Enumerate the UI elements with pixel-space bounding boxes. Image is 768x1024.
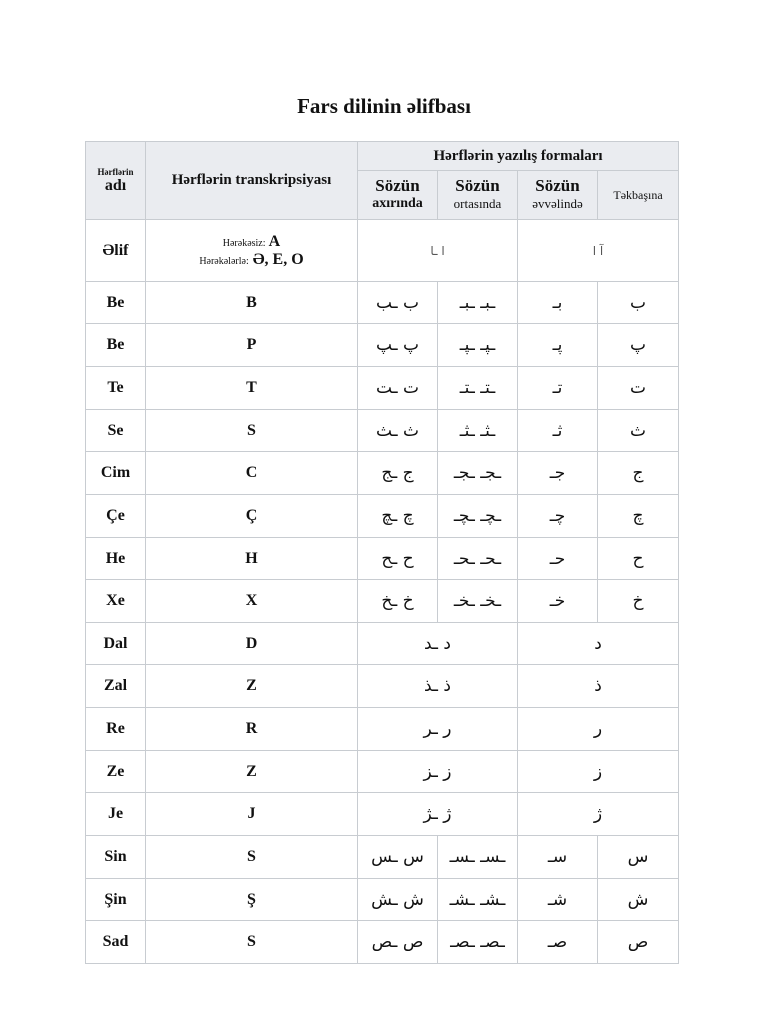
transcription-value: X	[146, 580, 358, 623]
transcription-value: C	[146, 452, 358, 495]
connected-forms: ا ـا	[358, 220, 518, 282]
form-alone: ص	[598, 921, 679, 964]
form-middle: ـچـ ـچـ	[438, 495, 518, 538]
table-row	[86, 708, 679, 751]
table-row	[86, 282, 679, 324]
form-end: چ ـچ	[358, 495, 438, 538]
header-transcription: Hərflərin transkripsiyası	[146, 142, 358, 220]
form-alone: س	[598, 836, 679, 879]
transcription-label: Hərəkəsiz:	[222, 237, 266, 249]
transcription-value: Ş	[146, 879, 358, 921]
form-alone: ح	[598, 538, 679, 580]
table-row	[86, 623, 679, 665]
form-middle: ـخـ ـخـ	[438, 580, 518, 623]
header-end-line1: Sözün	[375, 176, 420, 195]
letter-name: Əlif	[86, 220, 146, 282]
connected-forms: ز ـز	[358, 751, 518, 793]
separate-forms: د	[518, 623, 679, 665]
form-beginning: تـ	[518, 367, 598, 410]
transcription-value: S	[146, 921, 358, 964]
table-row	[86, 324, 679, 367]
transcription-value: H	[146, 538, 358, 580]
letter-name: Re	[86, 708, 146, 751]
header-letter-name	[86, 142, 146, 220]
transcription-value: J	[146, 793, 358, 836]
table-row	[86, 410, 679, 452]
transcription-value: Z	[146, 665, 358, 708]
form-beginning: چـ	[518, 495, 598, 538]
transcription-value: D	[146, 623, 358, 665]
form-end: ت ـت	[358, 367, 438, 410]
form-alone: چ	[598, 495, 679, 538]
form-beginning: صـ	[518, 921, 598, 964]
form-middle: ـشـ ـشـ	[438, 879, 518, 921]
form-end: س ـس	[358, 836, 438, 879]
transcription-value: A	[268, 232, 281, 250]
table-row	[86, 452, 679, 495]
form-middle: ـسـ ـسـ	[438, 836, 518, 879]
form-end: ص ـص	[358, 921, 438, 964]
form-middle: ـصـ ـصـ	[438, 921, 518, 964]
form-alone: ب	[598, 282, 679, 324]
table-row	[86, 367, 679, 410]
form-beginning: شـ	[518, 879, 598, 921]
form-beginning: حـ	[518, 538, 598, 580]
transcription-value: B	[146, 282, 358, 324]
table-row	[86, 220, 679, 282]
form-end: ش ـش	[358, 879, 438, 921]
form-beginning: بـ	[518, 282, 598, 324]
form-middle: ـپـ ـپـ	[438, 324, 518, 367]
header-beginning-line2: əvvəlində	[532, 196, 583, 211]
form-middle: ـحـ ـحـ	[438, 538, 518, 580]
separate-forms: ر	[518, 708, 679, 751]
connected-forms: د ـد	[358, 623, 518, 665]
header-alone: Təkbaşına	[598, 171, 679, 220]
letter-name: Te	[86, 367, 146, 410]
letter-name: Zal	[86, 665, 146, 708]
table-row	[86, 879, 679, 921]
letter-name: Sad	[86, 921, 146, 964]
header-end-line2: axırında	[372, 196, 423, 211]
transcription-value: Ə, E, O	[252, 250, 304, 268]
letter-name: Se	[86, 410, 146, 452]
header-end	[358, 171, 438, 220]
form-alone: پ	[598, 324, 679, 367]
form-alone: خ	[598, 580, 679, 623]
header-middle-line2: ortasında	[453, 196, 502, 211]
page-title: Fars dilinin əlifbası	[297, 94, 471, 118]
letter-name: Je	[86, 793, 146, 836]
form-beginning: ثـ	[518, 410, 598, 452]
table-row	[86, 836, 679, 879]
table-row	[86, 793, 679, 836]
header-letter-name-big: adı	[104, 177, 127, 194]
transcription-label: Hərəkələrlə:	[199, 255, 249, 267]
separate-forms: ز	[518, 751, 679, 793]
form-end: ث ـث	[358, 410, 438, 452]
form-alone: ج	[598, 452, 679, 495]
letter-name: Be	[86, 324, 146, 367]
alphabet-table	[85, 141, 679, 964]
form-middle: ـثـ ـثـ	[438, 410, 518, 452]
header-middle	[438, 171, 518, 220]
letter-name: Ze	[86, 751, 146, 793]
transcription-cell	[146, 220, 358, 282]
form-end: خ ـخ	[358, 580, 438, 623]
table-row	[86, 580, 679, 623]
letter-name: Çe	[86, 495, 146, 538]
form-end: ح ـح	[358, 538, 438, 580]
transcription-value: R	[146, 708, 358, 751]
letter-name: Xe	[86, 580, 146, 623]
connected-forms: ژ ـژ	[358, 793, 518, 836]
form-alone: ت	[598, 367, 679, 410]
letter-name: Cim	[86, 452, 146, 495]
transcription-value: Z	[146, 751, 358, 793]
header-letter-name-small: Hərflərin	[97, 167, 134, 177]
letter-name: Sin	[86, 836, 146, 879]
connected-forms: ر ـر	[358, 708, 518, 751]
separate-forms: ژ	[518, 793, 679, 836]
transcription-value: Ç	[146, 495, 358, 538]
form-beginning: خـ	[518, 580, 598, 623]
letter-name: Şin	[86, 879, 146, 921]
letter-name: Be	[86, 282, 146, 324]
table-row	[86, 665, 679, 708]
form-end: ج ـج	[358, 452, 438, 495]
header-forms: Hərflərin yazılış formaları	[358, 142, 679, 171]
table-row	[86, 921, 679, 964]
header-middle-line1: Sözün	[455, 176, 500, 195]
header-beginning	[518, 171, 598, 220]
table-row	[86, 751, 679, 793]
form-beginning: پـ	[518, 324, 598, 367]
form-end: ب ـب	[358, 282, 438, 324]
form-end: پ ـپ	[358, 324, 438, 367]
form-middle: ـجـ ـجـ	[438, 452, 518, 495]
transcription-value: S	[146, 410, 358, 452]
letter-name: He	[86, 538, 146, 580]
form-middle: ـتـ ـتـ	[438, 367, 518, 410]
form-alone: ش	[598, 879, 679, 921]
separate-forms: آ ا	[518, 220, 679, 282]
separate-forms: ذ	[518, 665, 679, 708]
table-row	[86, 495, 679, 538]
form-beginning: سـ	[518, 836, 598, 879]
form-alone: ث	[598, 410, 679, 452]
form-middle: ـبـ ـبـ	[438, 282, 518, 324]
header-beginning-line1: Sözün	[535, 176, 580, 195]
transcription-value: S	[146, 836, 358, 879]
letter-name: Dal	[86, 623, 146, 665]
transcription-value: P	[146, 324, 358, 367]
transcription-value: T	[146, 367, 358, 410]
connected-forms: ذ ـذ	[358, 665, 518, 708]
form-beginning: جـ	[518, 452, 598, 495]
table-row	[86, 538, 679, 580]
